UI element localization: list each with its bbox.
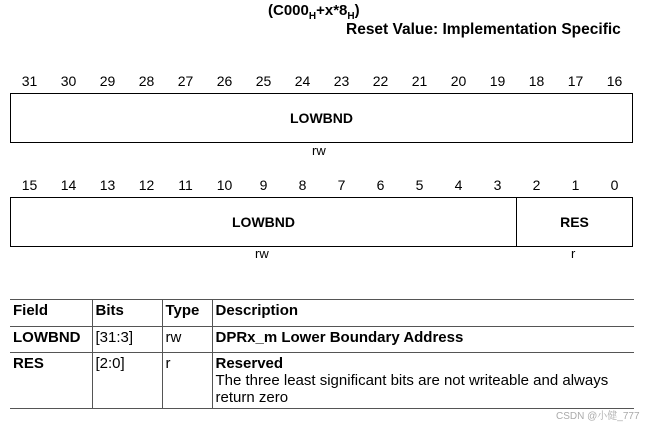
watermark: CSDN @小健_777 xyxy=(556,411,640,422)
bit-number: 27 xyxy=(177,73,194,89)
bit-number: 15 xyxy=(21,177,38,193)
table-header-row xyxy=(10,300,634,327)
bit-number: 11 xyxy=(178,177,193,193)
lower-register-box xyxy=(10,197,633,247)
bit-number: 0 xyxy=(610,177,619,193)
bit-number: 4 xyxy=(454,177,463,193)
register-address: $(C000_H+x*8_H)$ xyxy=(268,2,360,22)
bit-number: 13 xyxy=(99,177,116,193)
cell-description xyxy=(212,353,634,409)
cell-field: LOWBND xyxy=(10,327,92,353)
bit-number: 17 xyxy=(567,73,584,89)
bit-number: 24 xyxy=(294,73,311,89)
bit-number: 14 xyxy=(60,177,77,193)
header-type: Type xyxy=(162,300,212,327)
bit-number: 16 xyxy=(606,73,623,89)
bit-number: 8 xyxy=(298,177,307,193)
bit-number: 18 xyxy=(528,73,545,89)
bit-number: 31 xyxy=(21,73,38,89)
bit-number: 3 xyxy=(493,177,502,193)
cell-type: r xyxy=(162,353,212,409)
reset-value: Reset Value: Implementation Specific xyxy=(346,21,621,38)
field-description-table xyxy=(10,299,634,409)
bit-number: 12 xyxy=(138,177,155,193)
bit-number: 1 xyxy=(571,177,580,193)
bit-number: 22 xyxy=(372,73,389,89)
bit-number: 7 xyxy=(337,177,346,193)
bit-number: 2 xyxy=(532,177,541,193)
bit-number: 26 xyxy=(216,73,233,89)
bit-number: 21 xyxy=(411,73,428,89)
bit-number: 30 xyxy=(60,73,77,89)
bit-number: 20 xyxy=(450,73,467,89)
header-bits: Bits xyxy=(92,300,162,327)
description-note: The three least significant bits are not writeable and always return zero xyxy=(215,372,609,406)
upper-lowbnd-access: rw xyxy=(312,143,326,158)
lower-bit-numbers xyxy=(10,177,634,193)
bit-number: 19 xyxy=(489,73,506,89)
header-field: Field xyxy=(10,300,92,327)
bit-number: 28 xyxy=(138,73,155,89)
cell-type: rw xyxy=(162,327,212,353)
lower-lowbnd-access: rw xyxy=(255,246,269,261)
cell-bits: [31:3] xyxy=(92,327,162,353)
header-description: Description xyxy=(212,300,634,327)
lower-lowbnd-field: LOWBND xyxy=(232,214,295,230)
bit-number: 25 xyxy=(255,73,272,89)
bit-number: 29 xyxy=(99,73,116,89)
table-row xyxy=(10,327,634,353)
lower-res-field: RES xyxy=(560,214,589,230)
bit-number: 9 xyxy=(259,177,268,193)
table-row xyxy=(10,353,634,409)
bit-number: 23 xyxy=(333,73,350,89)
upper-register-box xyxy=(10,93,633,143)
cell-field: RES xyxy=(10,353,92,409)
cell-bits: [2:0] xyxy=(92,353,162,409)
bit-number: 6 xyxy=(376,177,385,193)
lower-res-access: r xyxy=(571,246,576,261)
cell-description: DPRx_m Lower Boundary Address xyxy=(212,327,634,353)
upper-lowbnd-field: LOWBND xyxy=(290,110,353,126)
bit-number: 10 xyxy=(216,177,233,193)
description-title: Reserved xyxy=(215,355,284,372)
upper-bit-numbers xyxy=(10,73,634,89)
bit-number: 5 xyxy=(415,177,424,193)
